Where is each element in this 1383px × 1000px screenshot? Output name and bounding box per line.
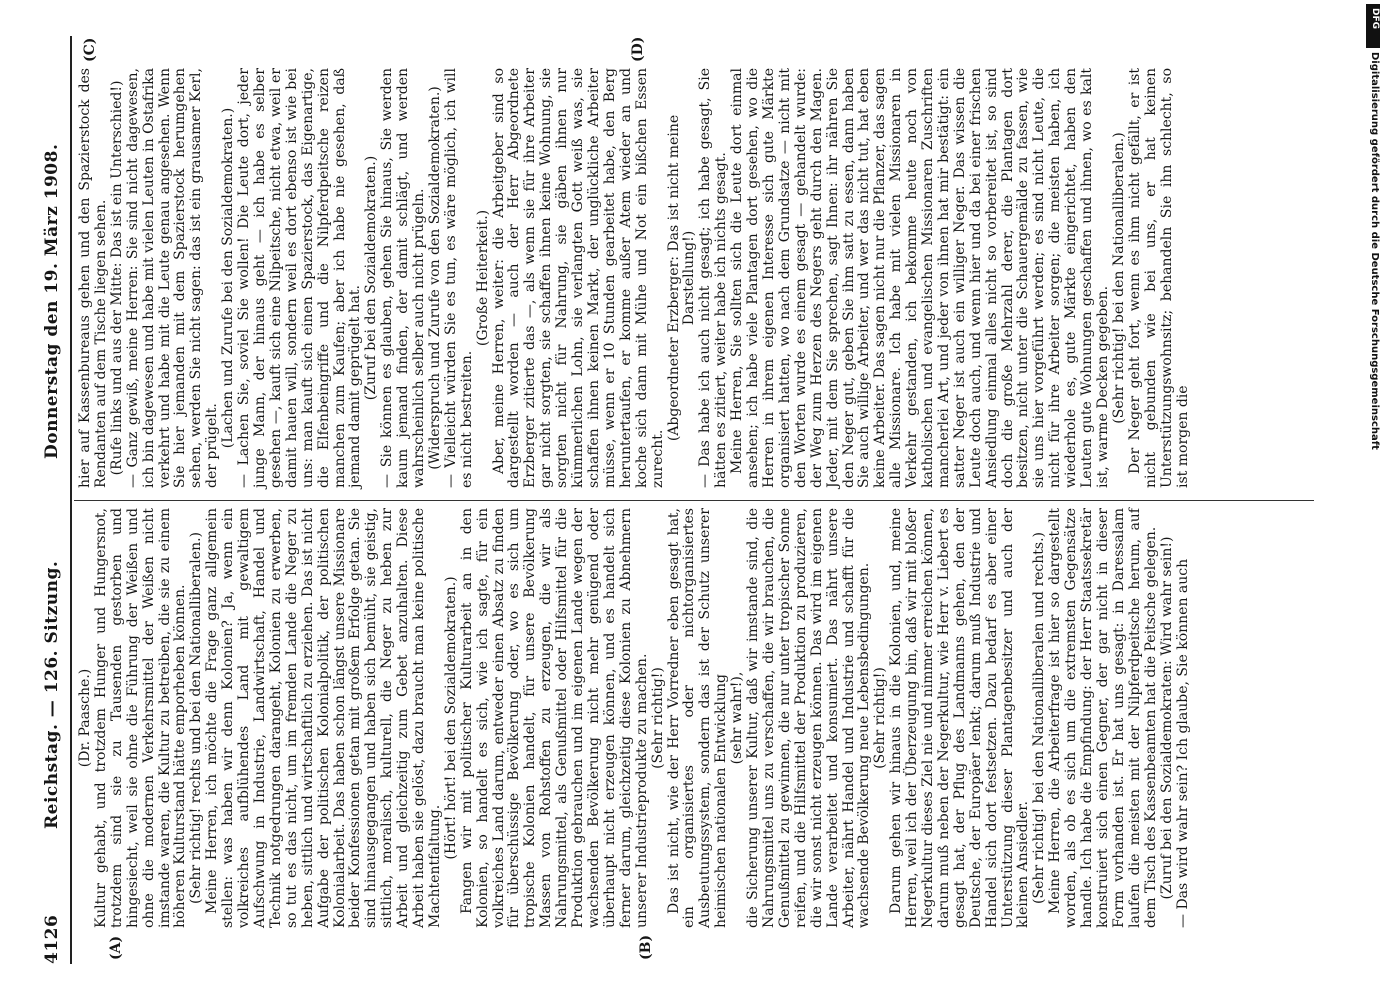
margin-marker-a: (A): [108, 935, 124, 960]
text-paragraph: hier auf Kassenbureaus gehen und den Spazierstock des Rendanten auf dem Tische liegen sehen.: [77, 68, 109, 488]
page-header: [40, 36, 70, 964]
text-paragraph: Meine Herren, ich möchte die Frage ganz allgemein stellen: was haben wir denn Kolonien? Ja, wenn ein volkreiches aufblühendes Land mit gewaltigem Aufschwung in Industrie, Landwirtschaft, Handel und Technik notgedrungen darangeht, Kolonien zu erwerben, so tut es das nicht, um im fremden Lande die Neger zu heben, sittlich und wirtschaftlich zu erziehen. Das ist nicht Aufgabe der politischen Kolonialpolitik, der politischen Kolonialarbeit. Das haben schon längst unsere Missionare beider Konfessionen getan mit großem Erfolge getan. Sie sind hinausgegangen und haben sich bemüht, sie geistig, sittlich, moralisch, kulturell, die Neger zu heben zur Arbeit und gleichzeitig zum Gebet anzuhalten. Diese Arbeit haben sie gelöst, dazu braucht man keine politische Machtentfaltung.: [204, 508, 443, 928]
text-paragraph: Meine Herren, die Arbeiterfrage ist hier so dargestellt worden, als ob es sich um die extremsten Gegensätze handle. Ich habe die Empfindung: der Herr Staatssekretär konstruiert sich einen Gegner, der gar nicht in dieser Form vorhanden ist. Er hat uns gesagt: in Daressalam laufen die meisten mit der Nilpferdpeitsche herum, auf dem Tisch des Kassenbeamten hat die Peitsche gelegen.: [1047, 508, 1159, 928]
text-paragraph: — Sie können es glauben, gehen Sie hinaus, Sie werden kaum jemand finden, der damit schlägt, und werden wahrscheinlich selber auch nicht prügeln.: [379, 68, 428, 488]
page-running-title: Reichstag. — 126. Sitzung.: [42, 560, 62, 829]
text-paragraph: Kultur gehabt, und trotzdem Hunger und Hungersnot, trotzdem sind sie zu Tausenden gestorben und hingesiecht, weil sie ohne die Führung der Weißen und ohne die modernen Verkehrsmittel der Weißen nicht imstande waren, die Kultur zu betreiben, die sie zu einem höheren Kulturstand hätte emporheben können.: [92, 508, 189, 928]
dfg-logo: [1366, 4, 1380, 48]
interjection-note: (Sehr richtig! bei den Nationalliberalen.): [1110, 132, 1127, 424]
text-paragraph: Fangen wir mit politischer Kulturarbeit an in den Kolonien, so handelt es sich, wie ich sagte, für ein volkreiches Land darum, entweder einen Absatz zu finden für überschüssige Bevölkerung oder, wo es sich um tropische Kolonien handelt, für unsere Bevölkerung Massen von Rohstoffen zu erzeugen, die wir als Nahrungsmittel, als Genußmittel oder Hilfsmittel für die Produktion gebrauchen und im eigenen Lande wegen der wachsenden Bevölkerung nicht mehr genügend oder überhaupt nicht erzeugen können, und es handelt sich ferner darum, gleichzeitig diese Kolonien zu Abnehmern unserer Industrieprodukte zu machen.: [458, 508, 650, 928]
dfg-logo-text: DFG: [1370, 8, 1380, 30]
interjection-note: (Sehr richtig! bei den Nationalliberalen und rechts.): [1031, 532, 1048, 904]
margin-marker-b: (B): [638, 934, 654, 960]
text-paragraph: Meine Herren, Sie sollten sich die Leute dort einmal ansehen; ich habe viele Plantagen dort gesehen, wo die Herren in ihrem eigenen Interesse sich gute Märkte organisiert hatten, wo nach dem Grundsatze — nicht mit den Worten wurde es einem gesagt — gehandelt wurde: der Weg zum Herzen des Negers geht durch den Magen. Jeder, mit dem Sie sprechen, sagt Ihnen: ihr nähren Sie den Neger gut, geben Sie ihm satt zu essen, dann haben Sie auch willige Arbeiter, und wer das nicht tut, hat eben keine Arbeiter. Das sagen nicht nur die Pflanzer, das sagen alle Missionare. Ich habe mit vielen Missionaren in Verkehr gestanden, ich bekomme heute noch von katholischen und evangelischen Missionaren Zuschriften mancherlei Art, und jeder von ihnen hat mir bestätigt: ein satter Neger ist auch ein williger Neger. Das wissen die Leute doch auch, und wenn hier und da bei einer frischen Ansiedlung einmal alles nicht so vorbereitet ist, so sind doch die große Mehrzahl derer, die Plantagen dort besitzen, nicht unter die Schauergemälde zu fassen, wie sie uns hier vorgeführt werden; es sind nicht Leute, die nicht für ihre Arbeiter sorgen; die meisten haben, ich wiederhole es, gute Märkte eingerichtet, haben den Leuten gute Wohnungen geschaffen und ihnen, wo es kalt ist, warme Decken gegeben.: [729, 68, 1111, 488]
margin-marker-c: (C): [82, 37, 98, 62]
interjection-note: (Sehr richtig!): [649, 667, 666, 769]
interjection-note: (Zuruf bei den Sozialdemokraten.): [363, 155, 380, 401]
interjection-note: (Sehr richtig! rechts und bei den Nationalliberalen.): [188, 532, 205, 904]
interjection-note: (Sehr richtig!): [872, 667, 889, 769]
text-paragraph: Darum gehen wir hinaus in die Kolonien, und, meine Herren, weil ich der Überzeugung bin, daß wir mit bloßer Negerkultur dieses Ziel nie und nimmer erreichen können, darum muß neben der Negerkultur, wie Herr v. Liebert es gesagt hat, der Pflug des Landmanns gehen, den der Deutsche, der Europäer lenkt; darum muß Industrie und Handel sich dort festsetzen. Dazu bedarf es aber einer Unterstützung dieser Plantagenbesitzer und auch der kleinen Ansiedler.: [888, 508, 1032, 928]
interjection-note: (Rufe links und aus der Mitte: Das ist ein Unterschied!): [108, 80, 125, 476]
left-text-column: [78, 508, 1191, 928]
credit-text: Digitalisierung gefördert durch die Deutsche Forschungsgemeinschaft: [1369, 52, 1380, 450]
text-paragraph: — Das wird wahr sein? Ich glaube, Sie können auch: [1174, 558, 1191, 928]
interjection-note: (sehr wahr!),: [729, 671, 746, 765]
text-paragraph: Aber, meine Herren, weiter: die Arbeitgeber sind so dargestellt worden — auch der Herr Abgeordnete Erzberger zitierte das —, als wenn sie für ihre Arbeiter gar nicht sorgten, sie schaffen ihnen keine Wohnung, sie sorgten nicht für Nahrung, sie gäben ihnen nur kümmerlichen Lohn, sie verlangten Gott weiß was, sie schaffen ihnen keinen Markt, der unglückliche Arbeiter müsse, wenn er 10 Stunden gearbeitet habe, den Berg heruntertaufen, er komme außer Atem wieder an und koche sich dann mit Mühe und Not ein bißchen Essen zurecht.: [490, 68, 666, 488]
interjection-note: (Widerspruch und Zurufe von den Sozialdemokraten.): [426, 86, 443, 470]
text-paragraph: — Vielleicht würden Sie es tun, es wäre möglich, ich will es nicht bestreiten.: [442, 68, 475, 488]
rotated-document-page: [30, 32, 1330, 968]
text-paragraph: die Sicherung unserer Kultur, daß wir imstande sind, die Nahrungsmittel uns zu verschaffen, die wir brauchen, die Genußmittel zu gewinnen, die nur unter tropischer Sonne reifen, und die Hilfsmittel der Produktion zu produzieren, die wir sonst nicht erzeugen können. Das wird im eigenen Lande verarbeitet und konsumiert. Das nährt unsere Arbeiter, nährt Handel und Industrie und schafft für die wachsende Bevölkerung neue Lebensbedingungen.: [745, 508, 873, 928]
text-paragraph: Das ist nicht, wie der Herr Vorredner eben gesagt hat, ein organisiertes oder nichtorganisiertes Ausbeutungssystem, sondern das ist der Schutz unserer heimischen nationalen Entwicklung: [665, 508, 730, 928]
header-rule: [70, 36, 72, 964]
page-date: Donnerstag den 19. März 1908.: [42, 143, 62, 459]
column-separator: [74, 500, 1314, 501]
interjection-note: (Zuruf bei den Sozialdemokraten: Wird wahr sein!): [1158, 536, 1175, 900]
text-paragraph: Der Neger geht fort, wenn es ihm nicht gefällt, er ist nicht gebunden wie bei uns, er hat keinen Unterstützungswohnsitz; behandeln Sie ihn schlecht, so ist morgen die: [1126, 68, 1191, 488]
right-text-column: [78, 68, 1191, 488]
digitization-credit: [1366, 4, 1380, 996]
interjection-note: (Dr. Paasche.): [77, 668, 93, 768]
text-paragraph: — Ganz gewiß, meine Herren: Sie sind nicht dagewesen, ich bin dagewesen und habe mit vielen Leuten in Ostafrika verkehrt und habe mit die Leute genau angesehen. Wenn Sie hier jemanden mit dem Spazierstock herumgehen sehen, werden Sie nicht sagen: das ist ein grausamer Kerl, der prügelt.: [124, 68, 221, 488]
text-paragraph: — Das habe ich auch nicht gesagt; ich habe gesagt, Sie hätten es zitiert, weiter habe ich nichts gesagt.: [697, 68, 730, 488]
text-paragraph: — Lachen Sie, soviel Sie wollen! Die Leute dort, jeder junge Mann, der hinaus geht — ich habe es selber gesehen —, kauft sich eine Nilpeitsche, nicht etwa, weil er damit hauen will, sondern weil es dort ebenso ist wie bei uns: man kauft sich einen Spazierstock, das Eigenartige, die Elfenbeingriffe und die Nilpferdpeitsche reizen manchen zum Kaufen; aber ich habe nie gesehen, daß jemand damit geprügelt hat.: [236, 68, 364, 488]
page-number: 4126: [42, 914, 62, 964]
interjection-note: (Lachen und Zurufe bei den Sozialdemokraten.): [220, 107, 237, 449]
interjection-note: (Große Heiterkeit.): [474, 209, 491, 347]
margin-marker-d: (D): [630, 36, 646, 62]
interjection-note: (Abgeordneter Erzberger: Das ist nicht meine Darstellung!): [665, 114, 698, 442]
interjection-note: (Hört! hört! bei den Sozialdemokraten.): [442, 576, 459, 860]
